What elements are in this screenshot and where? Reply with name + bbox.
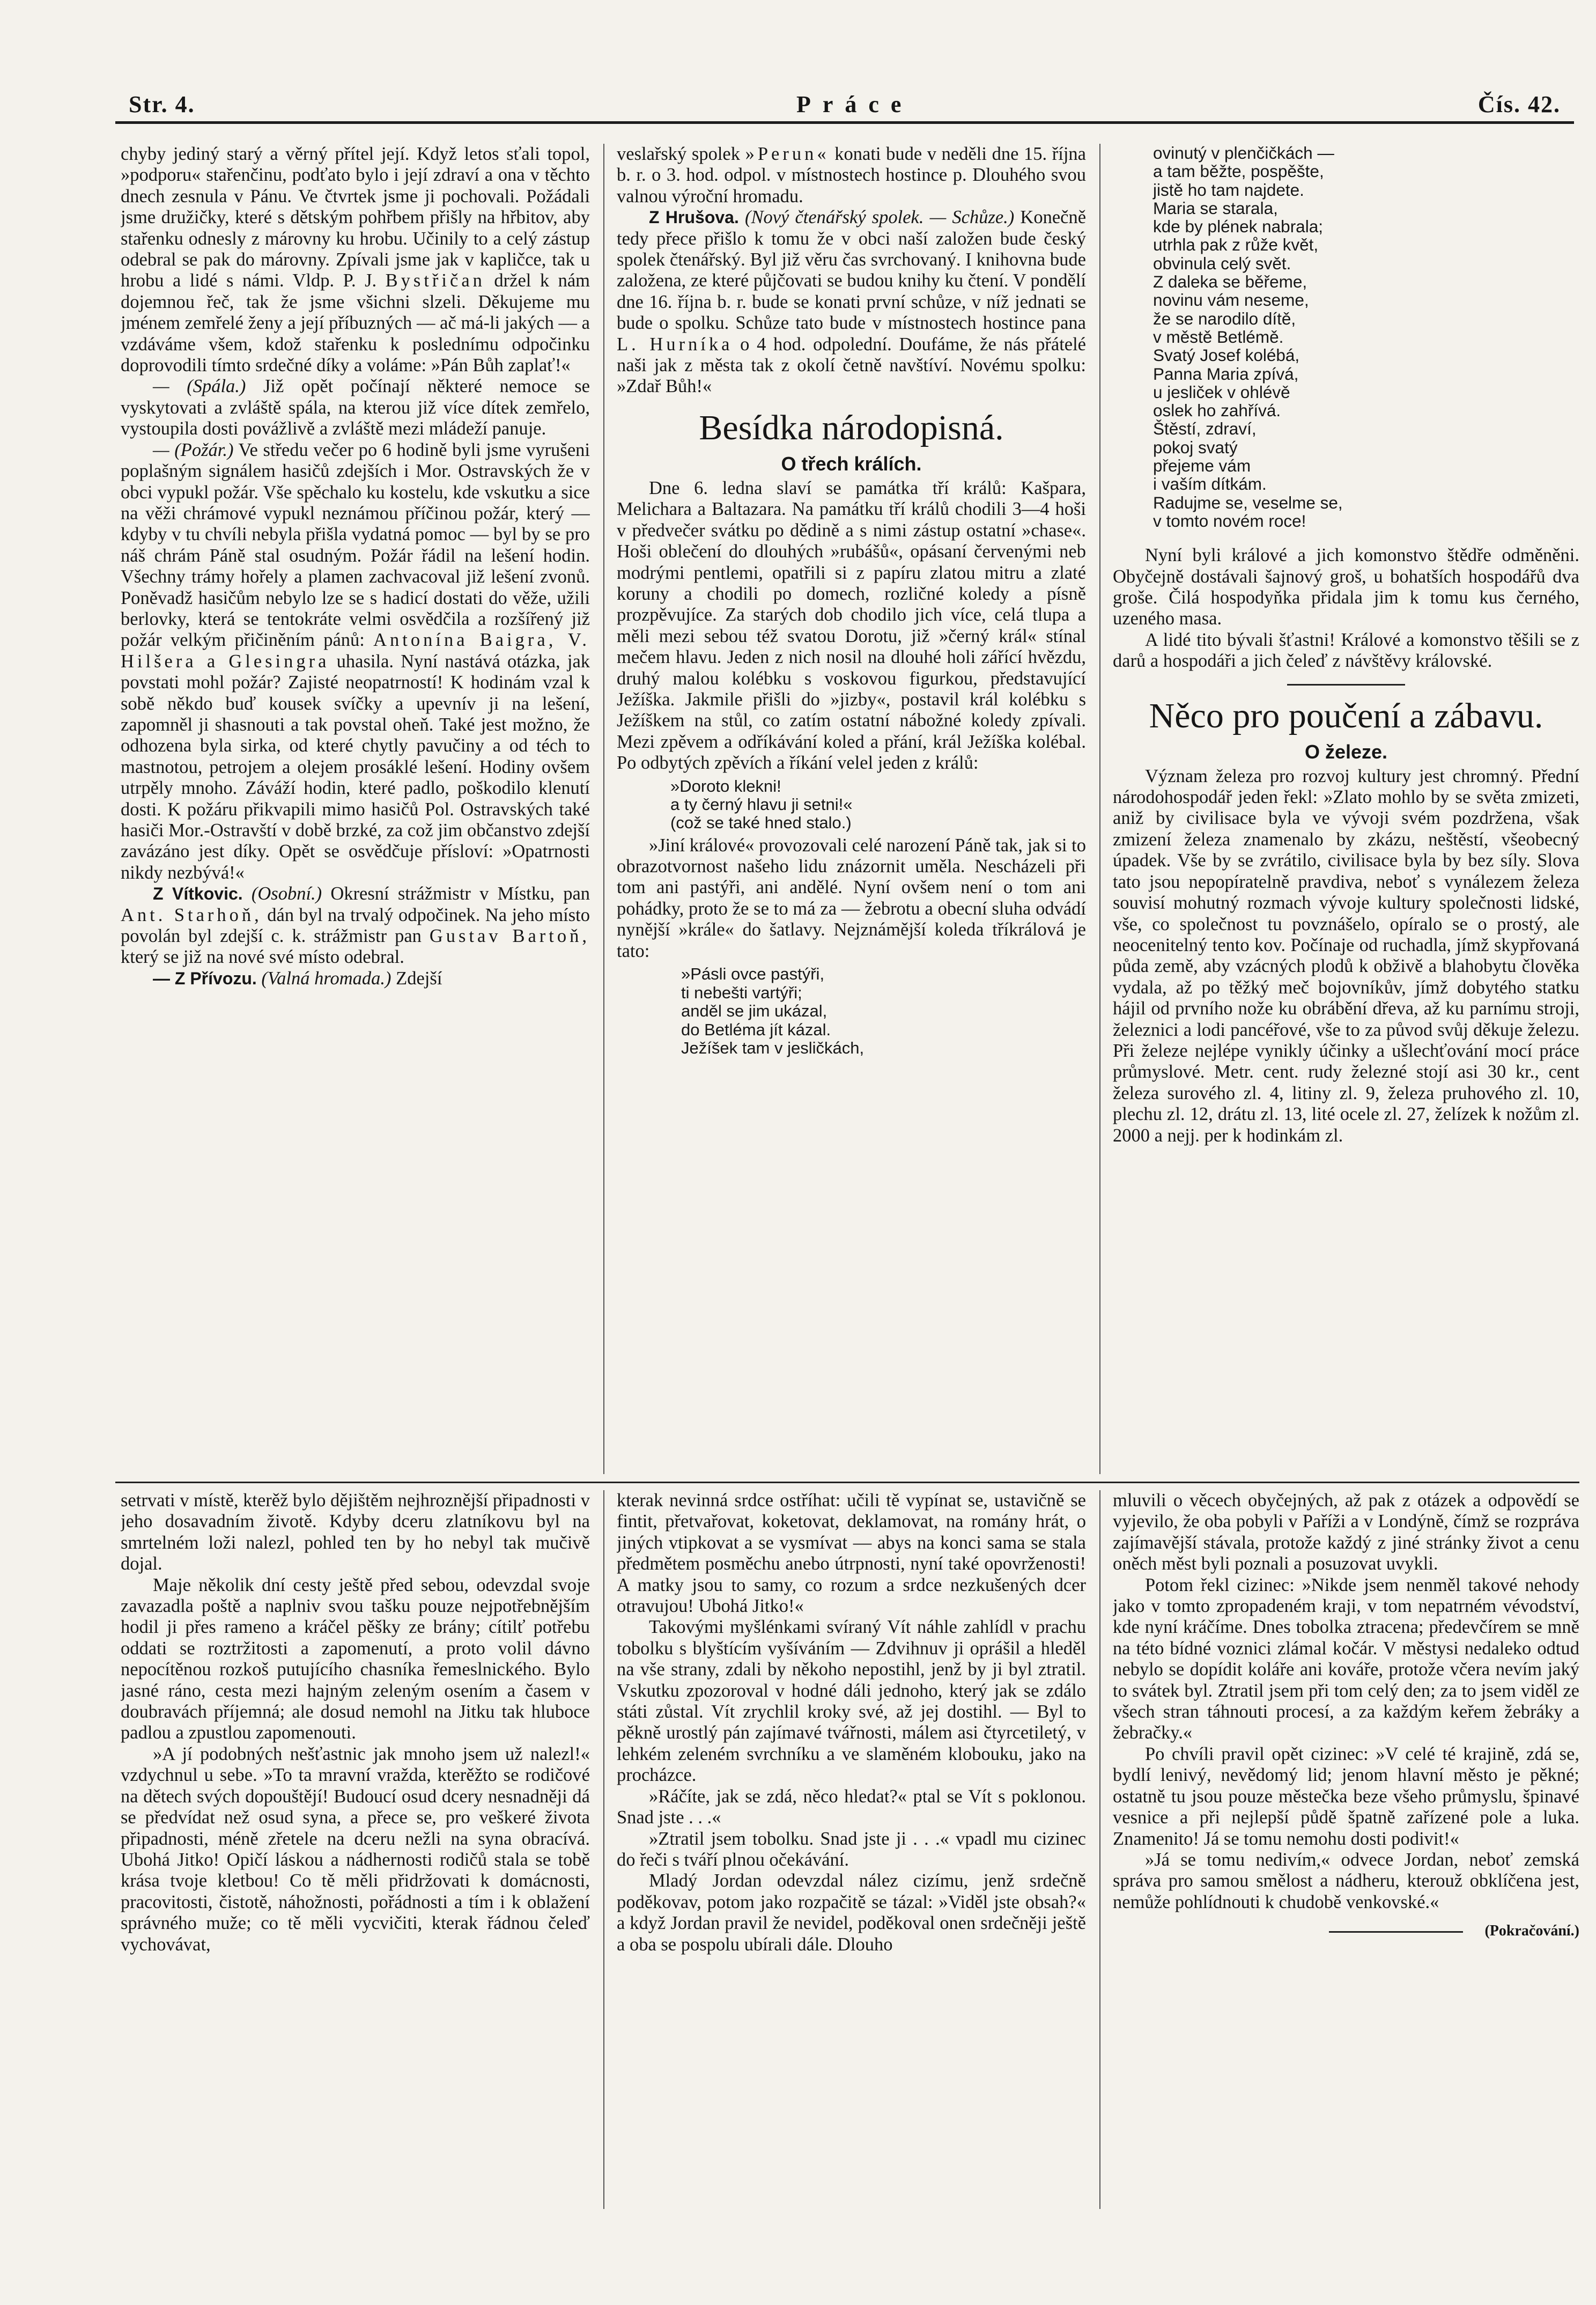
- issue-number: Čís. 42.: [1477, 91, 1561, 117]
- paragraph: Význam železa pro rozvoj kultury jest chromný. Přední národohospodář jeden řekl: »Zlato mohlo by se světa zmizeti, aniž by civilisace byla ve vývoji svém pozdržena, však zmizení železa znamenalo by zkázu, neštěstí, všeobecný úpadek. Vše by se zvrátilo, civilisace byla by bez síly. Slova tato jsou nepopíratelně pravdiva, neboť s vynálezem železa souvisí mohutný rozmach vývoje kultury společnosti lidské, vše, co společnost tu povznášelo, opíralo se o prostý, ale neocenitelný tento kov. Počínaje od ruchadla, jímž skypřovaná půda země, aby vzácných plodů k obživě a blahobytu člověka vydala, až po těžký meč bojovníkův, jímž dobytého statku hájil od prvního nože ku obrábění dřeva, až ku parnímu stroji, železnici a lodi pancéřové, vše to za původ svůj děkuje železu. Při železe nejlépe vynikly účinky a ušlechťování mocí práce průmyslové. Metr. cent. rudy železné stojí asi 30 kr., cent železa surového zl. 4, litiny zl. 9, železa pruhového zl. 10, plechu zl. 12, drátu zl. 13, lité ocele zl. 27, želízek k nožům zl. 2000 a nejj. per k hodinkám zl.: [1113, 765, 1579, 1146]
- section-divider: [1287, 684, 1405, 686]
- column-3-bottom: [1113, 1490, 1579, 2230]
- column-divider: [603, 144, 604, 1474]
- paragraph: Takovými myšlénkami svíraný Vít náhle zahlídl v prachu tobolku s blyštícím vyšíváním — Zdvihnuv ji oprášil a hleděl na vše strany, zdali by někoho nepostihl, jenž by ji byl ztratil. Vskutku zpozoroval v hodné dáli jednoho, který jak se zdálo státi zůstal. Vít zrychlil kroky své, až jej dostihl. — Byl to pěkně urostlý pán zajímavé tvářnosti, málem asi čtyrcetiletý, v lehkém zeleném svrchníku a ve slaměném klobouku, jako na procházce.: [617, 1617, 1086, 1786]
- column-2-bottom: [617, 1490, 1086, 2209]
- paragraph: Mladý Jordan odevzdal nález cizímu, jenž srdečně poděkovav, potom jako rozpačitě se tázal: »Viděl jste obsah?« a když Jordan pravil že nevidel, poděkoval onen srdečněji ještě a oba se pospolu ubírali dále. Dlouho: [617, 1870, 1086, 1955]
- column-divider: [1099, 1490, 1100, 2209]
- paragraph: Z Vítkovic. (Osobní.) Okresní strážmistr v Místku, pan Ant. Starhoň, dán byl na trvalý odpočinek. Na jeho místo povolán byl zdejší c. k. strážmistr pan Gustav Bartoň, který se již na nové své místo odebral.: [121, 883, 590, 968]
- column-1-bottom: [121, 1490, 590, 2209]
- paragraph: A lidé tito bývali šťastni! Králové a komonstvo těšili se z darů a hospodáři a jich čeleď z návštěvy královské.: [1113, 629, 1579, 672]
- column-3-top: [1113, 144, 1579, 1474]
- verse-koleda-continued: ovinutý v plenčičkách — a tam běžte, pospěšte, jistě ho tam najdete. Maria se starala, kde by plének nabrala; utrhla pak z růže květ, obvinula celý svět. Z daleka se běřeme, novinu vám neseme, že se narodilo dítě, v městě Betlémě. Svatý Josef kolébá, Panna Maria zpívá, u jesliček v ohlévě oslek ho zahřívá. Štěstí, zdraví, pokoj svatý přejeme vám i vaším dítkám. Radujme se, veselme se, v tomto novém roce!: [1153, 144, 1343, 531]
- paragraph: Nyní byli králové a jich komonstvo štědře odměněni. Obyčejně dostávali šajnový groš, u bohatších hospodářů dva groše. Čilá hospodyňka přidala jim k tomu kus černého, uzeného masa.: [1113, 545, 1579, 629]
- paragraph: »Jiní králové« provozovali celé narození Páně tak, jak si to obrazotvornost našeho lidu znázornit uměla. Nescházeli při tom ani pastýři, ani andělé. Nyní ovšem není o tom ani pohádky, proto že se to má za — žebrotu a obecní sluha odvádí nynější »krále« do šatlavy. Nejznámější koleda tříkrálová je tato:: [617, 835, 1086, 961]
- verse-pasli-ovce: »Pásli ovce pastýři, ti nebešti vartýři; anděl se jim ukázal, do Betléma jít kázal. Ježíšek tam v jesličkách,: [681, 964, 864, 1057]
- section-title-pouceni: Něco pro poučení a zábavu.: [1149, 696, 1543, 735]
- paragraph: setrvati v místě, kterěž bylo dějištěm nejhroznější připadnosti v jeho dosavadním životě. Kdyby dceru zlatníkovu byl na smrtelném loži nalezl, pohled ten by ho nebyl tak mučivě dojal.: [121, 1490, 590, 1574]
- paragraph: Dne 6. ledna slaví se památka tří králů: Kašpara, Melichara a Baltazara. Na památku tří králů chodili 3—4 hoši v předvečer svátku po dědině a s nimi zástup ostatní »chase«. Hoši oblečení do dlouhých »rubášů«, opásaní červenými neb modrými pentlemi, opatřili si z papíru zlatou mitru a zlaté koruny a chodili po domech, rozličné koledy a písně prozpěvujíce. Za starých dob chodilo jich více, celá tlupa a měli mezi sebou též svatou Dorotu, již »černý král« stínal mečem hlavu. Jeden z nich nosil na dlouhé holi zářící hvězdu, druhý malou kolébku s voskovou figurkou, představující Ježíška. Jakmile přišli do »jizby«, postavil král kolébku s Ježíškem na stůl, co zatím ostatní nábožné koledy zpívali. Mezi zpěvem a odříkávání koled a přání, král Ježíška kolébal. Po odbytých zpěvích a říkání velel jeden z králů:: [617, 477, 1086, 774]
- continuation-rule: [1329, 1931, 1463, 1933]
- column-1-top: [121, 144, 590, 1474]
- header-rule: [115, 121, 1574, 124]
- page-number: Str. 4.: [129, 91, 195, 117]
- verse-dorota: »Doroto klekni! a ty černý hlavu ji setni!« (což se také hned stalo.): [670, 776, 853, 832]
- paragraph: »A jí podobných nešťastnic jak mnoho jsem už nalezl!« vzdychnul u sebe. »To ta mravní vražda, kterěžto se rodičové na dětech svých dopouštějí! Budoucí osud dcery nesnadněji dá se předvídat než osud syna, a přece se, pro veškeré života připadnosti, méně zřetele na dceru nežli na syna obracívá. Ubohá Jitko! Opičí láskou a nádhernosti rodičů stala se tobě krása tvoje kletbou! Co tě měli přidržovati k domácnosti, pracovitosti, čistotě, náhožnosti, pořádnosti a tím i k oblažení správného muže; co tě měli vycvičiti, kterak řádnou čeleď vychovávat,: [121, 1743, 590, 1955]
- paragraph: Z Hrušova. (Nový čtenářský spolek. — Schůze.) Konečně tedy přece přišlo k tomu že v obci naší založen bude český spolek čtenářský. Byl již věru čas svrchovaný. I knihovna bude založena, ze které půjčovati se budou knihy ku čtení. V pondělí dne 16. října b. r. bude se konati první schůze, v níž jednati se bude o spolku. Schůze tato bude v místnostech hostince pana L. Hurníka o 4 hod. odpolední. Doufáme, že nás přátelé naši jak z města tak z okolí četně navštíví. Novému spolku: »Zdař Bůh!«: [617, 207, 1086, 397]
- paragraph: »Ráčíte, jak se zdá, něco hledat?« ptal se Vít s poklonou. Snad jste . . .«: [617, 1786, 1086, 1828]
- paragraph: — (Požár.) Ve středu večer po 6 hodině byli jsme vyrušeni poplašným signálem hasičů zdejších i Mor. Ostravských že v obci vypukl požár. Vše spěchalo ku kostelu, kde vskutku a sice na věži chrámové vypukl neznámou příčinou požár, který — kdyby v tu chvíli nebyla přišla vydatná pomoc — byl by se pro náš chrám Páně stal osudným. Požár řádil na lešení hodin. Všechny trámy hořely a plamen zachvacoval již lešení zvonů. Poněvadž hasičům nebylo lze se s hadicí dostati do věže, užili berlovky, která se tentokráte velmi osvědčila a rozšířený již požár velkým přičiněním pánů: Antonína Baigra, V. Hilšera a Glesingra uhasila. Nyní nastává otázka, jak povstati mohl požár? Zajisté neopatrností! K hodinám vzal k sobě někdo buď kousek svíčky a upevnív ji na lešení, zapomněl ji shasnouti a tak povstal oheň. Také jest možno, že odhozena byla sirka, od které chytly pavučiny a od téch to mastnotou, petrojem a olejem prosáklé lešení. Hodiny ovšem utrpěly mnoho. Záváží hodin, které padlo, poškodilo klenutí dosti. K požáru přikvapili mimo hasičů Pol. Ostravských také hasiči Mor.-Ostravští v době brzké, za což jim občanstvo zdejší zavázáno jest díky. Opět se osvědčuje přísloví: »Opatrnosti nikdy nezbývá!«: [121, 439, 590, 883]
- section-subtitle-kings: O třech králích.: [781, 452, 922, 475]
- paragraph: veslařský spolek »Perun« konati bude v neděli dne 15. října b. r. o 3. hod. odpol. v místnostech hostince p. Dlouhého svou valnou výroční hromadu.: [617, 144, 1086, 207]
- column-2-top: [617, 144, 1086, 1474]
- paragraph: »Ztratil jsem tobolku. Snad jste ji . . .« vpadl mu cizinec do řeči s tváří plnou očekávání.: [617, 1828, 1086, 1870]
- paragraph: mluvili o věcech obyčejných, až pak z otázek a odpovědí se vyjevilo, že oba pobyli v Paříži a v Londýně, čímž se rozpráva zajímavější stávala, protože každý z jiné stránky život a cenu oněch měst byli poznali a posuzovat uvykli.: [1113, 1490, 1579, 1574]
- continuation-note: (Pokračování.): [1113, 1920, 1579, 1941]
- newspaper-title: Práce: [796, 91, 913, 117]
- column-divider: [603, 1490, 604, 2209]
- paragraph: — (Spála.) Již opět počínají některé nemoce se vyskytovati a zvláště spála, na kterou již více dítek zemřelo, vystoupila dosti povážlivě a zvláště mezi mládeží panuje.: [121, 376, 590, 439]
- paragraph: Maje několik dní cesty ještě před sebou, odevzdal svoje zavazadla poště a naplniv svou tašku pouze nejpotřebnějším hodil ji přes rameno a kráčel pěšky ze brány; cítilť potřebu oddati se roztržitosti a zapomenutí, a proto volil dávno nepocítěnou rozkoš putujícího chasníka řemeslnického. Bylo jasné ráno, cesta mezi hajným zeleným osením a časem v doubravách příjemná; ale dosud nemohl na Jitku tak hluboce padlou a zpustlou zapomenouti.: [121, 1574, 590, 1743]
- page-header: [115, 89, 1566, 121]
- section-title-besidka: Besídka národopisná.: [699, 408, 1004, 447]
- paragraph: kterak nevinná srdce ostříhat: učili tě vypínat se, ustavičně se fintit, přetvařovat, koketovat, deklamovat, na romány hrát, o jiných vtipkovat a se vysmívat — abys na konci sama se stala předmětem posměchu anebo útrpnosti, nyní také opovrženosti! A matky jsou to samy, co rozum a srdce nezkušených dcer otravujou! Ubohá Jitko!«: [617, 1490, 1086, 1617]
- paragraph: »Já se tomu nedivím,« odvece Jordan, neboť zemská správa pro samou smělost a nádheru, kterouž obklíčena jest, nemůže pohlídnouti k chudobě venkovské.«: [1113, 1849, 1579, 1912]
- paragraph: Po chvíli pravil opět cizinec: »V celé té krajině, zdá se, bydlí lenivý, nevědomý lid; jenom hlavní město je pěkné; ostatně tu jsou pouze městečka beze všeho průmyslu, špinavé vesnice a při nejlepší půdě špatně zařízené pole a luka. Znamenito! Já se tomu nemohu dosti podivit!«: [1113, 1743, 1579, 1849]
- horizontal-divider: [115, 1482, 1579, 1483]
- paragraph: Potom řekl cizinec: »Nikde jsem nenměl takové nehody jako v tomto zpropadeném kraji, v tom nepatrném vévodství, kde nyní kráčíme. Dnes tobolka ztracena; předevčírem se mně na této bídné voznici zlámal kočár. V městysi nedaleko odtud nebylo se dopídit koláře ani kováře, protože včera nevím jaký to svátek byl. Ztratil jsem při tom celý den; za to jsem viděl ze všech stran táhnouti procesí, a za každým keřem žebráky a žebračky.«: [1113, 1574, 1579, 1743]
- paragraph: — Z Přívozu. (Valná hromada.) Zdejší: [153, 968, 442, 989]
- section-subtitle-iron: O železe.: [1304, 740, 1388, 763]
- paragraph: chyby jediný starý a věrný přítel její. Když letos sťali topol, »podporu« stařenčinu, podťato bylo i její zdraví a ona v těchto dnech zesnula v Pánu. Ve čtvrtek jsme ji pochovali. Požádali jsme družičky, které s dětským pohřbem přišly na hřbitov, aby stařenku odnesly z márovny ku hrobu. Učinily to a celý zástup odebral se pak do márovny. Zpívali jsme jak v kapličce, tak u hrobu a lidé s námi. Vldp. P. J. Bystřičan držel k nám dojemnou řeč, tak že jsme všichni slzeli. Děkujeme mu jménem zemřelé ženy a její příbuzných — ač má-li jakých — a vzdáváme všem, kdož stařenku k poslednímu odpočinku doprovodili tímto srdečné díky a voláme: »Pán Bůh zaplať!«: [121, 144, 590, 376]
- column-divider: [1099, 144, 1100, 1474]
